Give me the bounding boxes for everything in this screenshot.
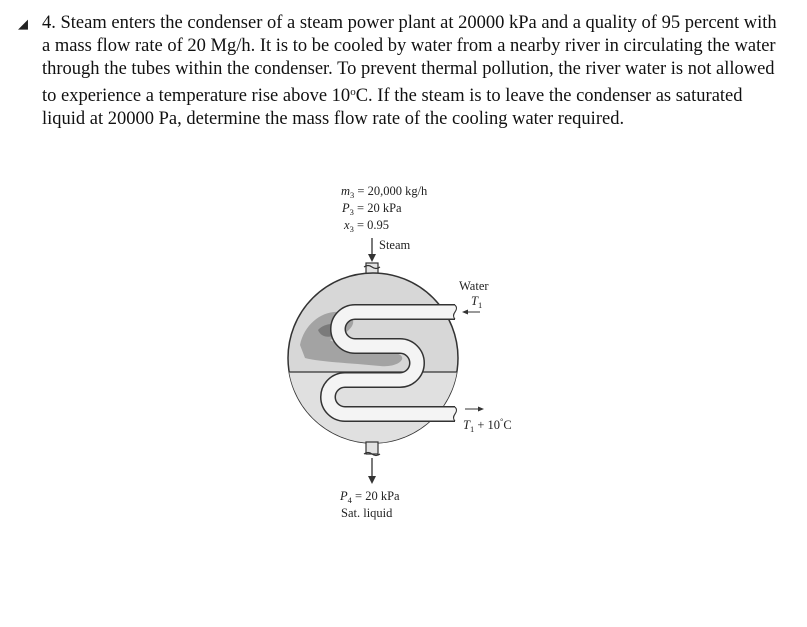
steam-label: Steam xyxy=(379,238,411,252)
water-inlet-arrowhead xyxy=(462,310,468,315)
inlet-pressure-label: $P_3 = 20$ kPa xyxy=(342,201,402,217)
problem-body: Steam enters the condenser of a steam power plant at 20000 kPa and a quality of 95 percent with a mass flow rate of 20 Mg/h. It is to be cooled by water from a nearby river in circulating the water through the tubes within the condenser. To prevent thermal pollution, the river water is not allowed to experience a temperature rise above 10 xyxy=(42,13,777,106)
outlet-pressure-label: $P_4 = 20$ kPa xyxy=(340,489,400,505)
problem-number: 4. xyxy=(42,13,56,33)
degree-sign: o xyxy=(350,86,356,98)
collapse-triangle-icon[interactable]: ◢ xyxy=(18,16,28,31)
steam-inlet-arrowhead xyxy=(368,254,376,262)
water-inlet-temperature-label: $T_1$ xyxy=(471,294,483,310)
inlet-quality-label: $x_3 = 0.95$ xyxy=(344,218,389,234)
water-outlet-arrowhead xyxy=(478,407,484,412)
liquid-outlet-arrowhead xyxy=(368,476,376,484)
inlet-mass-flow-label: $m_3 = 20,000$ kg/h xyxy=(341,184,428,200)
problem-body-end: C. If the steam is to leave the condenser as saturated liquid at 20000 Pa, determine the mass flow rate of the cooling water required. xyxy=(42,86,743,129)
water-label: Water xyxy=(459,279,489,293)
outlet-state-label: Sat. liquid xyxy=(341,506,393,520)
water-outlet-temperature-label: $T_1 + 10^\circ C$ xyxy=(463,416,512,434)
